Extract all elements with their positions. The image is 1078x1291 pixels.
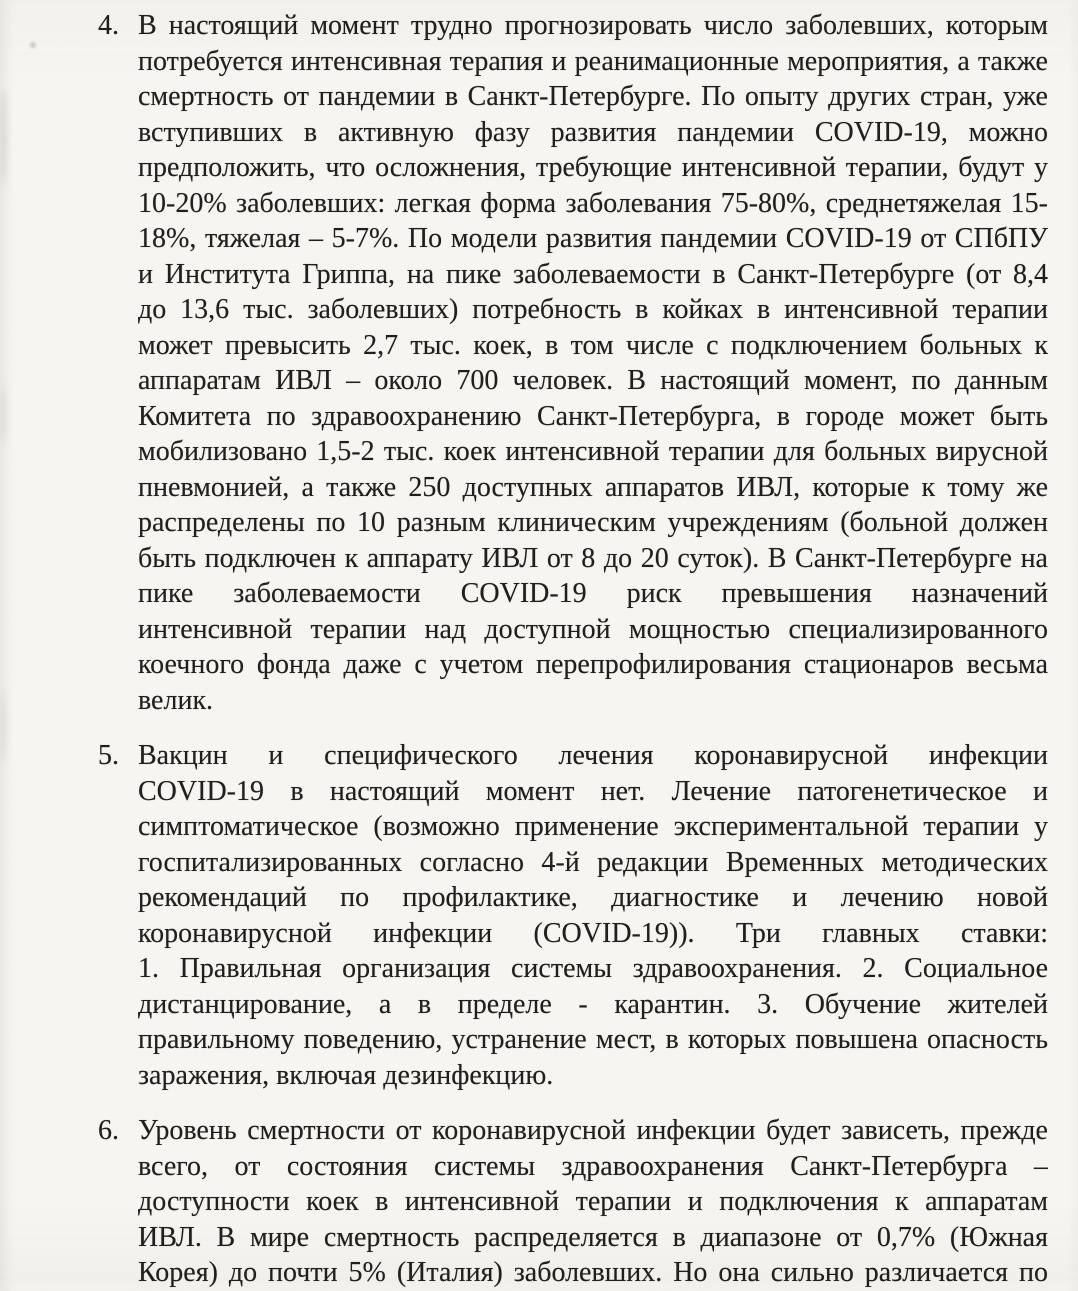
text-line: Комитета по здравоохранению Санкт-Петербурга, в городе может быть [138, 400, 1048, 432]
list-item [98, 738, 1048, 1093]
text-line: дистанцирование, а в пределе - карантин. 3. Обучение жителей [138, 988, 1048, 1020]
text-line: Вакцин и специфического лечения коронавирусной инфекции [138, 740, 1048, 771]
text-line: COVID-19 в настоящий момент нет. Лечение патогенетическое и [138, 775, 1048, 807]
text-line: вступивших в активную фазу развития пандемии COVID-19, можно [138, 116, 1048, 148]
text-line: велик. [138, 684, 214, 716]
item-text [138, 738, 1048, 1093]
text-line: интенсивной терапии над доступной мощностью специализированного [138, 613, 1048, 645]
text-line: и Института Гриппа, на пике заболеваемости в Санкт-Петербурге (от 8,4 [138, 258, 1048, 290]
text-line: правильному поведению, устранение мест, в которых повышена опасность [138, 1024, 1048, 1055]
text-line: быть подключен к аппарату ИВЛ от 8 до 20 суток). В Санкт-Петербурге на [138, 542, 1048, 574]
text-line: симптоматическое (возможно применение экспериментальной терапии у [138, 811, 1048, 842]
text-line: аппаратам ИВЛ – около 700 человек. В настоящий момент, по данным [138, 365, 1048, 396]
text-line: распределены по 10 разным клиническим учреждениям (больной должен [138, 507, 1048, 538]
text-line: ИВЛ. В мире смертность распределяется в диапазоне от 0,7% (Южная [138, 1221, 1048, 1253]
text-line: рекомендаций по профилактике, диагностике и лечению новой [138, 882, 1048, 913]
text-line: заражения, включая дезинфекцию. [138, 1059, 554, 1091]
text-line: доступности коек в интенсивной терапии и подключения к аппаратам [138, 1186, 1048, 1217]
text-line: до 13,6 тыс. заболевших) потребность в койках в интенсивной терапии [138, 294, 1048, 325]
text-line: коронавирусной инфекции (COVID-19)). Три главных ставки: [138, 917, 1048, 949]
text-line: Уровень смертности от коронавирусной инфекции будет зависеть, прежде [138, 1115, 1048, 1146]
text-line: потребуется интенсивная терапия и реанимационные мероприятия, а также [138, 45, 1048, 77]
text-line: мобилизовано 1,5-2 тыс. коек интенсивной терапии для больных вирусной [138, 436, 1048, 467]
text-line: Корея) до почти 5% (Италия) заболевших. Но она сильно различается по [138, 1257, 1048, 1288]
item-number: 6. [98, 1115, 119, 1146]
text-line: пневмонией, а также 250 доступных аппаратов ИВЛ, которые к тому же [138, 471, 1048, 503]
list-item [98, 8, 1048, 718]
item-number: 4. [98, 10, 119, 41]
text-line: может превысить 2,7 тыс. коек, в том числе с подключением больных к [138, 329, 1048, 361]
text-line: 1. Правильная организация системы здравоохранения. 2. Социальное [138, 953, 1048, 984]
text-line: коечного фонда даже с учетом перепрофилирования стационаров весьма [138, 649, 1048, 680]
list-item [98, 1113, 1048, 1291]
text-line: смертность от пандемии в Санкт-Петербурге. По опыту других стран, уже [138, 81, 1048, 112]
text-line: 18%, тяжелая – 5-7%. По модели развития пандемии COVID-19 от СПбПУ [138, 223, 1048, 254]
text-line: В настоящий момент трудно прогнозировать число заболевших, которым [138, 10, 1048, 41]
item-text [138, 8, 1048, 718]
text-line: госпитализированных согласно 4-й редакции Временных методических [138, 846, 1048, 878]
item-text [138, 1113, 1048, 1291]
text-line: всего, от состояния системы здравоохранения Санкт-Петербурга – [138, 1150, 1048, 1182]
item-number: 5. [98, 740, 119, 771]
text-line: пике заболеваемости COVID-19 риск превышения назначений [138, 578, 1048, 609]
document-body [98, 8, 1048, 1291]
text-line: 10-20% заболевших: легкая форма заболевания 75-80%, среднетяжелая 15- [138, 187, 1048, 219]
text-line: предположить, что осложнения, требующие интенсивной терапии, будут у [138, 152, 1048, 183]
